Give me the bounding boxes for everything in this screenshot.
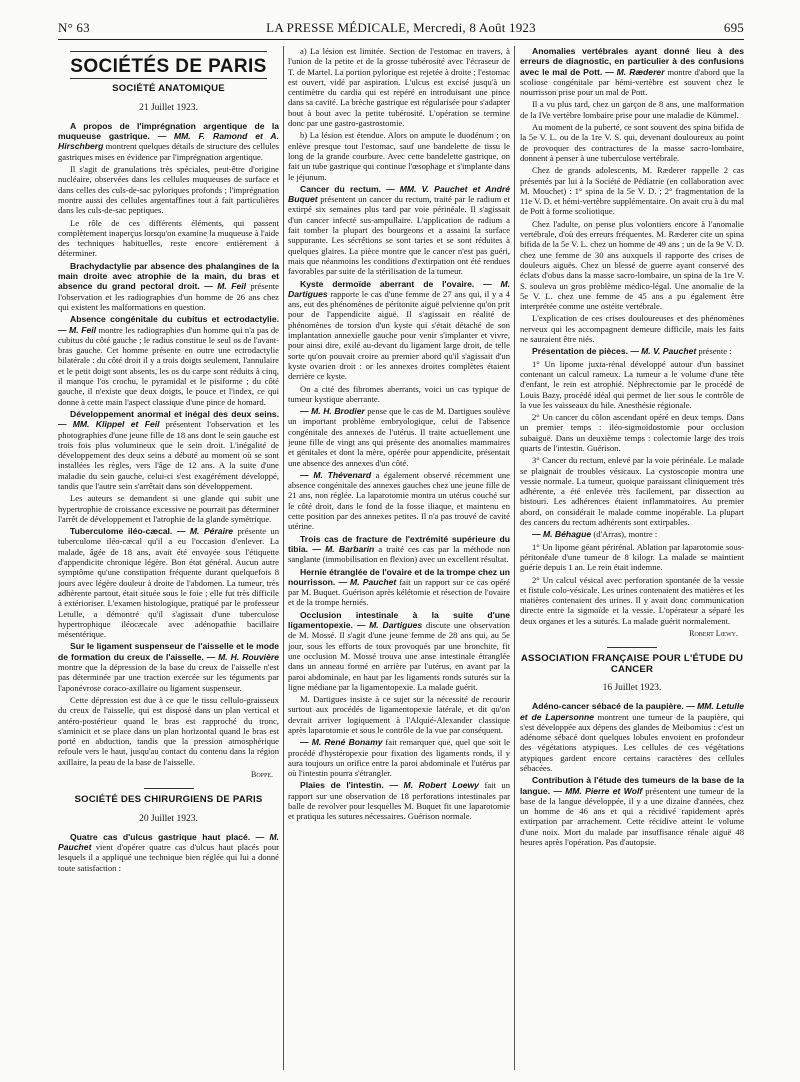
article-text: rapporte le cas d'une femme de 27 ans qui, il y a 4 ans, eut des phénomènes de péritonite aiguë pelvienne qu'on prit pour de l'appendicite aiguë. Il s'agissait en réalité de phénomènes de torsion d'un kyste qui s'était détaché de son implantation annexielle gauche pour venir s'implanter et vivre, pour ainsi dire, exilé au-devant du ligament large droit, de telle sorte qu'on pouvait croire au premier abord qu'il s'agissait d'un kyste ovarien droit : or les annexes droites complètes étaient derrière ce kyste.: [288, 288, 510, 382]
article: [288, 534, 510, 565]
article-text: fait un rapport sur ce cas opéré par M. Buquet. Guérison après kélétomie et résection de l'ovaire et de la trompe herniés.: [288, 576, 510, 608]
article: [58, 314, 279, 407]
article: [520, 701, 744, 773]
article: [288, 567, 510, 608]
article-authors: M. Ræderer: [616, 66, 665, 77]
article-text: présentent une tumeur de la base de la langue développée, il y a une dizaine d'années, chez un homme de 46 ans et qui a récidivé rapidement après extirpation par arrachement. Cette récidive atteint le volume d'une noix. Mort du malade par insuffisance rénale aiguë 48 heures après l'opération. Pas d'autopsie.: [520, 785, 744, 848]
article: [288, 610, 510, 692]
article-text: Il a vu plus tard, chez un garçon de 8 ans, une malformation de la IVe vertèbre lombaire prise pour une maladie de Kümmel.: [520, 99, 744, 120]
article-authors: MM. F. Ramond et A. Hirschberg: [58, 131, 279, 152]
article-title: Kyste dermoïde aberrant de l'ovaire. —: [300, 278, 492, 289]
article-text: discute une observation de M. Mossé. Il s'agit d'une jeune femme de 28 ans qui, au 5e jour, sous les efforts de toux provoqués par une bronchite, fit une occlusion M. Mossé trouva une anse intestinale étranglée dans un anneau formé en arrière par l'utérus, en avant par la paroi abdominale, en haut par les ligaments ronds suturés sur la ligne médiane par la ligamentopexie. La malade guérit.: [288, 620, 510, 692]
article-list: [288, 46, 510, 822]
article-authors: M. H. Rouvière: [218, 651, 279, 662]
paragraph: [288, 694, 510, 735]
article: [58, 409, 279, 491]
article: [520, 46, 744, 97]
article-text: pense que le cas de M. Dartigues soulève un important problème embryologique, celui de l'absence congénitale des annexes de l'utérus. Il traite actuellement une jeune fille de vingt ans qui présente des anomalies mammaires et génitales et dont la mère, opérée pour appendicite, présentait une absence des annexes d'un côté.: [288, 406, 510, 468]
article-title: Trois cas de fracture de l'extrémité supérieure du tibia. —: [288, 533, 510, 554]
journal-title: LA PRESSE MÉDICALE, Mercredi, 8 Août 1923: [266, 20, 536, 35]
article-title: Quatre cas d'ulcus gastrique haut placé. —: [70, 831, 265, 842]
signature: Boppe.: [250, 770, 273, 779]
paragraph: [520, 165, 744, 216]
article-authors: M. V. Pauchet: [641, 346, 697, 357]
article-text: On a cité des fibromes aberrants, voici un cas typique de tumeur kystique aberrante.: [288, 383, 510, 404]
column-separator: [514, 46, 515, 1070]
article-text: 2° Un cancer du côlon ascendant opéré en deux temps. Dans un premier temps : iléo-sigmoïdostomie pour occlusion subaiguë. Dans un deuxième temps : colectomie large des trois quarts de l'intestin. Guérison.: [520, 412, 744, 453]
session-date: 16 Juillet 1923.: [602, 682, 662, 693]
article-authors: MM. V. Pauchet et André Buquet: [288, 183, 510, 205]
paragraph: [288, 130, 510, 181]
article-text: Le rôle de ces différents éléments, qui passent complètement inaperçus lorsqu'on examine la muqueuse à l'aide des techniques habituelles, reste encore entièrement à déterminer.: [58, 217, 279, 259]
section-title: SOCIÉTÉS DE PARIS: [70, 56, 267, 77]
paragraph: [520, 455, 744, 527]
header-rule: [58, 39, 744, 40]
article-authors: M. Feil: [69, 324, 97, 335]
article-authors: — M. René Bonamy: [300, 737, 383, 748]
article-text: montrent une tumeur de la paupière, qui s'est développée aux dépens des glandes de Meibomius : c'est un adénome sébacé dont quelques lobules envoient en profondeur des végétations atypiques. Les cellules de ces végétations atypiques gardent encore certains caractères des cellules sébacées.: [520, 711, 744, 773]
article-text: 3° Cancer du rectum, enlevé par la voie périnéale. Le malade se plaignait de troubles vésicaux. La cystoscopie montra une vessie normale. La tumeur, quoique paraissant cliniquement très adhérente, a été enlevée très facilement, par dissection au bistouri. Les adhérences étaient inflammatoires. Au premier abord, on considérait le malade comme inopérable. La plupart des cancers du rectum adhérents sont extirpables.: [520, 455, 744, 528]
article-list: [58, 121, 279, 767]
article-title: Contribution à l'étude des tumeurs de la base de la langue. —: [520, 775, 744, 796]
issue-number: N° 63: [58, 20, 90, 35]
article-text: L'explication de ces crises douloureuses et des phénomènes nerveux qui les accompagnent demeure difficile, mais les faits ne sauraient être niés.: [520, 313, 744, 345]
article-text: fait remarquer que, quel que soit le procédé d'hystéropexie pour fixation des ligaments ronds, il y aura toujours un orifice entre la paroi abdominale et l'utérus par où l'intestin pourra s'étrangler.: [288, 737, 510, 779]
article-text: a également observé récemment une absence congénitale des annexes gauches chez une jeune fille de 21 ans, non réglée. La laparotomie montra un utérus couché sur le côté droit, dans le fond de la fosse iliaque, et maintenu en cette position par des annexes petites. Il n'a pas trouvé de cavité utérine.: [288, 469, 510, 532]
article-list: [58, 832, 279, 873]
article-authors: M. Dartigues: [288, 278, 510, 299]
article-authors: — M. H. Brodier: [300, 406, 365, 417]
article-title: Tuberculome iléo-cæcal. —: [70, 526, 186, 537]
paragraph: [58, 493, 279, 524]
article: [288, 780, 510, 821]
separator-rule: [607, 647, 657, 648]
article: [288, 184, 510, 277]
column-1: [58, 46, 279, 1074]
paragraph: [58, 218, 279, 259]
article-text: 1° Un lipome juxta-rénal développé autour d'un bassinet contenant un calcul rameux. La tumeur a le volume d'une tête d'enfant, le rein est atrophié. Néphrectomie par le procédé de Louis Bazy, procédé idéal qui permet de lier sous le contrôle de la vue les vaisseaux du hile. Anesthésie régionale.: [520, 358, 744, 410]
article-title: Occlusion intestinale à la suite d'une ligamentopexie. —: [288, 609, 510, 631]
article-text: montrent quelques détails de structure des cellules gastriques mises en évidence par l'imprégnation argentique.: [58, 141, 279, 162]
society-heading: ASSOCIATION FRANÇAISE POUR L'ÉTUDE DU CANCER: [520, 653, 744, 675]
article-title: Cancer du rectum. —: [300, 183, 395, 194]
article-text: montre les radiographies d'un homme qui n'a pas de cubitus du côté gauche ; le radius constitue le seul os de l'avant-bras gauche. Cet homme présente en outre une ectrodactylie bilatérale : du côté droit il y a trois doigts seulement, l'annulaire et le petit doigt sont absents, les os du carpe sont réduits à cinq, il manque l'os crochu, le pyramidal et le pisiforme ; du côté gauche, il n'existe que deux doigts, le pouce et l'index, ce qui donne à cette main l'aspect classique d'une pince de homard.: [58, 324, 279, 407]
paragraph: [520, 575, 744, 626]
article-authors: M. Robert Loewy: [403, 780, 479, 791]
article: [288, 279, 510, 382]
paragraph: [58, 695, 279, 767]
article-title: Présentation de pièces. —: [532, 346, 639, 357]
article: [58, 526, 279, 639]
paragraph: [520, 219, 744, 312]
article-text: Au moment de la puberté, ce sont souvent des spina bifida de la 5e V. L. ou de la 1re V. S. qui, devenant douloureux au point de provoquer des contractures de la masse sacro-lombaire, donnent à penser à une tuberculose vertébrale.: [520, 122, 744, 163]
article: [58, 121, 279, 162]
article-title: Développement anormal et inégal des deux seins. —: [58, 408, 279, 430]
article-title: A propos de l'imprégnation argentique de la muqueuse gastrique. —: [58, 120, 279, 142]
society-heading: SOCIÉTÉ ANATOMIQUE: [112, 83, 225, 95]
article: [58, 261, 279, 312]
article-authors: M. Dartigues: [369, 620, 423, 631]
article-text: Les auteurs se demandent si une glande qui subit une hypertrophie de croissance excessive ne pourrait pas déterminer l'arrêt de développement et l'atrophie de la glande symétrique.: [58, 493, 279, 524]
article-text: vient d'opérer quatre cas d'ulcus haut placés pour lesquels il a appliqué une technique bien réglée qui lui a donné toute satisfaction :: [58, 842, 279, 873]
article-authors: M. Barbarin: [325, 543, 375, 554]
page-number: 695: [723, 20, 744, 35]
society-heading: SOCIÉTÉ DES CHIRURGIENS DE PARIS: [74, 794, 263, 806]
article-list: [520, 46, 744, 626]
article-text: Chez de grands adolescents, M. Ræderer rappelle 2 cas présentés par lui à la Société de Pédiatrie (en collaboration avec M. Mouchet) : 1° spina de la 5e V. D. ; 2° fragmentation de la 11e V. D. et hémi-vertèbre supplémentaire. On avait cru à du mal de Pott à forme scoliotique.: [520, 165, 744, 217]
article-title: Anomalies vertébrales ayant donné lieu à des erreurs de diagnostic, en particulier à des confusions avec le mal de Pott. —: [520, 46, 744, 77]
article-text: fait un rapport sur une observation de 18 perforations intestinales par balle de revolver pour lesquelles M. Buquet fit une laparotomie et pratiqua les sutures nécessaires. Guérison normale.: [288, 780, 510, 822]
article-title: Absence congénitale du cubitus et ectrodactylie. —: [58, 314, 279, 335]
article-authors: MM. Klippel et Feil: [72, 419, 160, 430]
article-text: montre que la dépression de la base du creux de l'aisselle n'est pas déterminée par une traction exercée sur les téguments par l'aponévrose coraco-axillaire ou ligament suspenseur.: [58, 662, 279, 693]
paragraph: [288, 406, 510, 468]
title-rule: [70, 51, 267, 52]
paragraph: [520, 359, 744, 410]
article: [520, 775, 744, 847]
article-authors: MM. Letulle et de Lapersonne: [520, 701, 744, 722]
article-authors: M. Pauchet: [58, 831, 279, 853]
page-header: [58, 20, 744, 38]
article-text: Il s'agit de granulations très spéciales, peut-être d'origine nucléaire, observées dans les cellules muqueuses de surface et dans celles des culs-de-sac pyloriques profonds ; l'imprégnation montre aussi des cellules argentaffines tout à fait particulières dans les culs-de-sac peptiques.: [58, 164, 279, 216]
paragraph: [288, 470, 510, 532]
title-rule: [70, 78, 267, 79]
paragraph: [520, 412, 744, 453]
article-list: [520, 701, 744, 847]
article-authors: — M. Thévenard: [300, 469, 372, 480]
article-title: Hernie étranglée de l'ovaire et de la trompe chez un nourrisson. —: [288, 566, 510, 587]
article-text: 1° Un lipome géant périrénal. Ablation par laparotomie sous-péritonéale d'une tumeur de 8 kilogr. La malade se maintient guérie depuis 1 an. Le rein était indemne.: [520, 541, 744, 573]
paragraph: [288, 384, 510, 405]
article-text: présente l'observation et les radiographies d'un homme de 26 ans chez qui existent les malformations en question.: [58, 281, 279, 312]
article-text: a) La lésion est limitée. Section de l'estomac en travers, à l'union de la petite et de la grosse tubérosité avec l'écraseur de T. de Martel. La portion pylorique est rejetée à droite ; l'estomac est ouvert, vidé par aspiration. L'ulcus est excisé jusqu'à un centimètre du cardia qui est repéré en introduisant une pince dans sa cavité. La brèche gastrique est régularisée pour s'adapter bout à bout avec la petite tubérosité. L'opération se termine donc par une gastro-gastrostomie.: [288, 46, 510, 129]
article-text: présentent l'observation et les photographies d'une jeune fille de 18 ans dont le sein gauche est trois fois plus volumineux que le sein droit. L'inégalité de développement des deux seins a débuté au moment où se sont installées les règles, vers l'âge de 12 ans. A la suite d'une maladie du sein gauche, celui-ci s'est exagérément développé, tandis que l'autre sein s'arrêtait dans son développement.: [58, 419, 279, 491]
column-separator: [283, 46, 284, 1070]
article-text: a traité ces cas par la méthode non sanglante (immobilisation en flexion) avec un excellent résultat.: [288, 543, 510, 565]
paragraph: [520, 542, 744, 573]
article-text: b) La lésion est étendue. Alors on ampute le duodénum ; on enlève presque tout l'estomac, sauf une bandelette de tissu le long de la grande courbure. Avec cette bandelette gastrique, on fait un tube gastrique qui continue l'œsophage et s'implante dans le jéjunum.: [288, 130, 510, 182]
article-title: Sur le ligament suspenseur de l'aisselle et le mode de formation du creux de l'aisselle. —: [58, 641, 279, 662]
paragraph: [288, 46, 510, 128]
article-title: Brachydactylie par absence des phalangines de la main droite avec atrophie de la main, du bras et absence du grand pectoral droit. —: [58, 260, 279, 292]
article-text: présente :: [698, 346, 732, 357]
article-title: Adéno-cancer sébacé de la paupière. —: [532, 701, 695, 712]
article: [58, 832, 279, 873]
article-text: Cette dépression est due à ce que le tissu cellulo-graisseux du creux de l'aisselle, qui est disposé dans un plan vertical et antéro-postérieur quand le bras est rapproché du tronc, s'aminicit et se place dans un plan horizontal quand le bras est porté en abduction, tandis que la pression atmosphérique refoule vers le haut, jusqu'au contact du contenu dans la région axillaire, la peau de la base de l'aisselle.: [58, 694, 279, 767]
article-text: présentent un cancer du rectum, traité par le radium et extirpé six semaines plus tard par voie périnéale. Il s'agissait d'un cancer infecté sus-ampullaire. L'application de radium a fait tomber la plupart des bourgeons et a assaini la surface suppurante. Les sécrétions se sont taries et se sont réduites à quelques glaires. La pièce montre que le cancer n'est pas guéri, mais que néanmoins les conditions d'extirpation ont été rendues favorables par suite de la stérilisation de la tumeur.: [288, 194, 510, 277]
article: [520, 346, 744, 356]
article-authors: — M. Béhague: [532, 529, 592, 540]
article-text: présente un tuberculome iléo-cæcal qu'il a eu l'occasion d'enlever. La malade, âgée de 18 ans, avait été envoyée sous l'étiquette d'appendicite chronique légère. Bon état général. Aucun autre symptôme qu'une constipation fréquente durant quelquefois 8 jours avec légère douleur à droite de l'abdomen. La tumeur, très adhérente partout, était située sous le foie ; elle fut très difficile à extérioriser. L'examen histologique, pratiqué par le professeur Letulle, a démontré qu'il s'agissait d'une tuberculose hypertrophique iléocæcale avec adénopathie bacillaire mésentérique.: [58, 526, 279, 640]
article-text: 2° Un calcul vésical avec perforation spontanée de la vessie et fistule colo-vésicale. Les urines contenaient des matières et les matières contenaient des urines. Il y avait donc communication directe entre la sigmoïde et la vessie. L'opérateur a séparé les deux organes et les a suturés. La malade guérit normalement.: [520, 574, 744, 626]
session-date: 20 Juillet 1923.: [139, 813, 198, 824]
paragraph: [520, 529, 744, 539]
article-authors: M. Pauchet: [350, 576, 397, 587]
article-authors: MM. Pierre et Wolf: [565, 785, 643, 796]
column-2: [288, 46, 510, 1074]
paragraph: [520, 99, 744, 120]
paragraph: [288, 737, 510, 778]
article-authors: M. Feil: [217, 281, 247, 292]
session-date: 21 Juillet 1923.: [139, 102, 198, 113]
article-text: (d'Arras), montre :: [593, 529, 658, 540]
paragraph: [520, 122, 744, 163]
article-text: Chez l'adulte, on pense plus volontiers encore à l'anomalie vertébrale, d'où des erreurs fréquentes. M. Ræderer cite un spina bifida de la 5e V. L. chez un homme de 49 ans ; un de la 9e V. D. chez une femme de 30 ans auxquels il rapporte des crises de douleurs aiguës. Chez un blessé de guerre ayant conservé des éclats d'obus dans la masse sacro-lombaire, un spina de la 1re V. S. souleva un gros problème médico-légal. Une anomalie de la 5e V. L. chez une femme de 45 ans a pu également être interprétée comme une ostéite vertébrale.: [520, 218, 744, 312]
article-text: montre d'abord que la scoliose congénitale par hémi-vertèbre est souvent chez le nourrisson prise pour un mal de Pott.: [520, 66, 744, 98]
article-text: M. Dartigues insiste à ce sujet sur la nécessité de recourir surtout aux procédés de ligamentopexie latérale, et dit qu'on devrait arriver logiquement à l'Alquié-Alexander classique après laparotomie et sous le contrôle de la vue par conséquent.: [288, 694, 510, 735]
separator-rule: [144, 788, 194, 789]
signature: Robert Lœwy.: [689, 629, 738, 639]
column-3: [520, 46, 744, 1074]
article: [58, 641, 279, 692]
paragraph: [520, 313, 744, 344]
article-authors: M. Péraire: [189, 526, 234, 537]
article-title: Plaies de l'intestin. —: [300, 780, 399, 791]
paragraph: [58, 164, 279, 215]
